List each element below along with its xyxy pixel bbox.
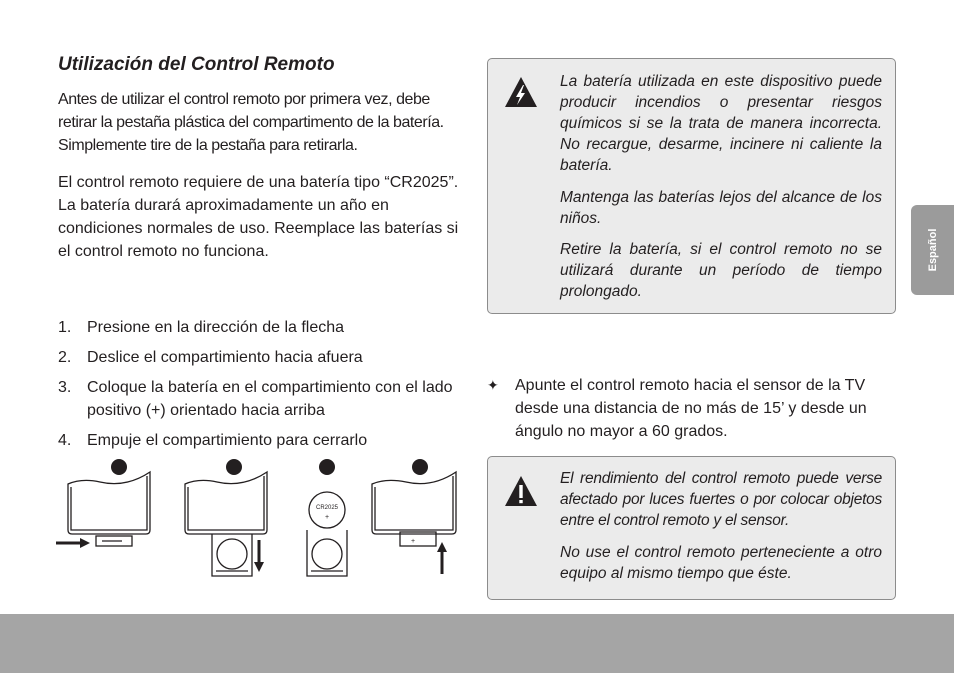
step-item	[58, 346, 470, 369]
step-text: Empuje el compartimiento para cerrarlo	[87, 432, 368, 449]
step-item	[58, 376, 470, 422]
steps-list	[58, 316, 470, 459]
intro-paragraph: Antes de utilizar el control remoto por primera vez, debe retirar la pestaña plástica del compartimento de la batería. Simplemente tire de la pestaña para retirarla.	[58, 91, 444, 154]
step-4-marker	[412, 459, 428, 475]
tray-plus-label: +	[410, 538, 416, 545]
battery-installation-illustration	[56, 458, 470, 580]
interference-warning-text: El rendimiento del control remoto puede verse afectado por luces fuertes o por colocar objetos entre el control remoto y el sensor.	[560, 470, 882, 529]
children-warning-text: Mantenga las baterías lejos del alcance de los niños.	[560, 189, 882, 227]
usage-bullet	[487, 374, 899, 443]
section-heading: Utilización del Control Remoto	[58, 54, 335, 75]
exclamation-warning-icon	[504, 475, 538, 507]
interference-warning-box	[487, 456, 896, 600]
other-remote-warning-text: No use el control remoto perteneciente a otro equipo al mismo tiempo que éste.	[560, 544, 882, 582]
star-bullet-icon: ✦	[487, 377, 499, 393]
language-tab	[911, 205, 954, 295]
step-number: 2.	[58, 349, 72, 366]
remote-body-4	[372, 472, 456, 534]
lightning-warning-icon	[504, 76, 538, 108]
language-tab-label: Español	[926, 228, 939, 272]
step-3-marker	[319, 459, 335, 475]
step-2-marker	[226, 459, 242, 475]
remote-body-1	[68, 472, 150, 534]
step-text: Coloque la batería en el compartimiento con el lado positivo (+) orientado hacia arriba	[87, 379, 453, 419]
step-item	[58, 429, 470, 452]
remove-battery-text: Retire la batería, si el control remoto no se utilizará durante un período de tiempo prolongado.	[560, 241, 882, 300]
step-number: 4.	[58, 432, 72, 449]
battery-tray-2	[212, 534, 252, 576]
battery-paragraph: El control remoto requiere de una batería tipo “CR2025”. La batería durará aproximadamente un año en condiciones normales de uso. Reemplace las baterías si el control remoto no funciona.	[58, 174, 459, 260]
footer-bar	[0, 614, 954, 673]
step-number: 3.	[58, 379, 72, 396]
step-text: Deslice el compartimiento hacia afuera	[87, 349, 363, 366]
usage-bullet-text: Apunte el control remoto hacia el sensor de la TV desde una distancia de no más de 15’ y desde un ángulo no mayor a 60 grados.	[515, 377, 867, 440]
battery-warning-text: La batería utilizada en este dispositivo puede producir incendios o presentar riesgos químicos si se la trata de manera incorrecta. No recargue, desarme, incinere ni caliente la batería.	[560, 73, 882, 174]
step-number: 1.	[58, 319, 72, 336]
step-item	[58, 316, 470, 339]
remote-body-2	[185, 472, 267, 534]
battery-plus-label: +	[324, 514, 330, 521]
step-text: Presione en la dirección de la flecha	[87, 319, 345, 336]
step-1-marker	[111, 459, 127, 475]
battery-model-label: CR2025	[315, 505, 339, 511]
battery-warning-box	[487, 58, 896, 314]
